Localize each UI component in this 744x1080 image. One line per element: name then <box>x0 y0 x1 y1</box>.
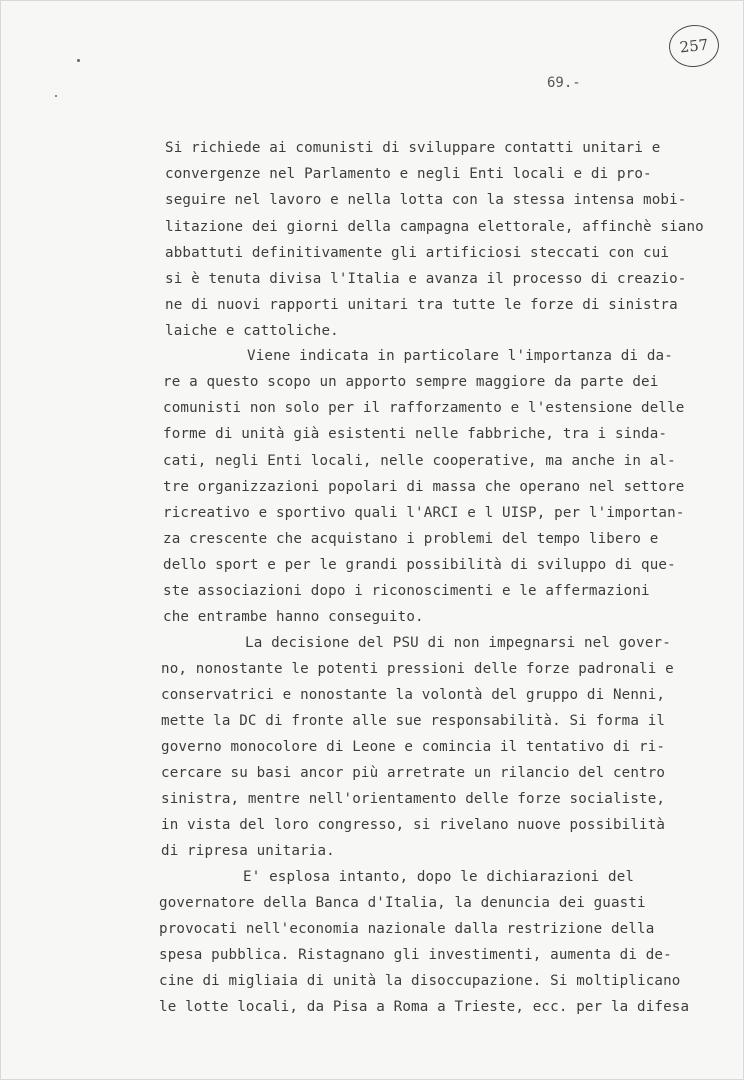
text-line: comunisti non solo per il rafforzamento e l'estensione delle <box>163 400 685 416</box>
text-line: conservatrici e nonostante la volontà del gruppo di Nenni, <box>161 687 666 703</box>
text-line: cine di migliaia di unità la disoccupazione. Si moltiplicano <box>159 973 681 989</box>
text-line: governo monocolore di Leone e comincia il tentativo di ri- <box>161 739 666 755</box>
scan-speck <box>55 95 57 97</box>
text-line: tre organizzazioni popolari di massa che operano nel settore <box>163 479 685 495</box>
text-line: dello sport e per le grandi possibilità di sviluppo di que- <box>163 557 676 573</box>
text-line: in vista del loro congresso, si rivelano nuove possibilità <box>161 817 666 833</box>
text-line: no, nonostante le potenti pressioni delle forze padronali e <box>161 661 674 677</box>
page-number: 69.- <box>547 75 581 91</box>
text-line: seguire nel lavoro e nella lotta con la stessa intensa mobi- <box>165 192 687 208</box>
text-line: abbattuti definitivamente gli artificiosi steccati con cui <box>165 245 670 261</box>
text-line: ne di nuovi rapporti unitari tra tutte le forze di sinistra <box>165 297 678 313</box>
text-line: sinistra, mentre nell'orientamento delle forze socialiste, <box>161 791 666 807</box>
text-line: che entrambe hanno conseguito. <box>163 609 424 625</box>
text-line: E' esplosa intanto, dopo le dichiarazioni del <box>243 869 635 885</box>
text-line: forme di unità già esistenti nelle fabbriche, tra i sinda- <box>163 426 668 442</box>
text-line: provocati nell'economia nazionale dalla restrizione della <box>159 921 655 937</box>
text-line: spesa pubblica. Ristagnano gli investimenti, aumenta di de- <box>159 947 672 963</box>
text-line: laiche e cattoliche. <box>165 323 339 339</box>
text-line: re a questo scopo un apporto sempre maggiore da parte dei <box>163 374 659 390</box>
text-line: cercare su basi ancor più arretrate un rilancio del centro <box>161 765 666 781</box>
text-line: mette la DC di fronte alle sue responsabilità. Si forma il <box>161 713 666 729</box>
scan-speck <box>77 59 80 62</box>
text-line: ste associazioni dopo i riconoscimenti e le affermazioni <box>163 583 650 599</box>
text-line: Si richiede ai comunisti di sviluppare contatti unitari e <box>165 140 661 156</box>
text-line: za crescente che acquistano i problemi del tempo libero e <box>163 531 659 547</box>
text-line: si è tenuta divisa l'Italia e avanza il processo di creazio- <box>165 271 687 287</box>
text-line: governatore della Banca d'Italia, la denuncia dei guasti <box>159 895 646 911</box>
text-line: litazione dei giorni della campagna elettorale, affinchè siano <box>165 219 704 235</box>
page-stamp: 257 <box>667 23 721 70</box>
text-line: La decisione del PSU di non impegnarsi nel gover- <box>245 635 671 651</box>
text-line: le lotte locali, da Pisa a Roma a Trieste, ecc. per la difesa <box>159 999 690 1015</box>
text-line: cati, negli Enti locali, nelle cooperative, ma anche in al- <box>163 453 676 469</box>
text-line: Viene indicata in particolare l'importanza di da- <box>247 348 673 364</box>
text-line: di ripresa unitaria. <box>161 843 335 859</box>
text-line: convergenze nel Parlamento e negli Enti locali e di pro- <box>165 166 652 182</box>
text-line: ricreativo e sportivo quali l'ARCI e l UISP, per l'importan- <box>163 505 685 521</box>
